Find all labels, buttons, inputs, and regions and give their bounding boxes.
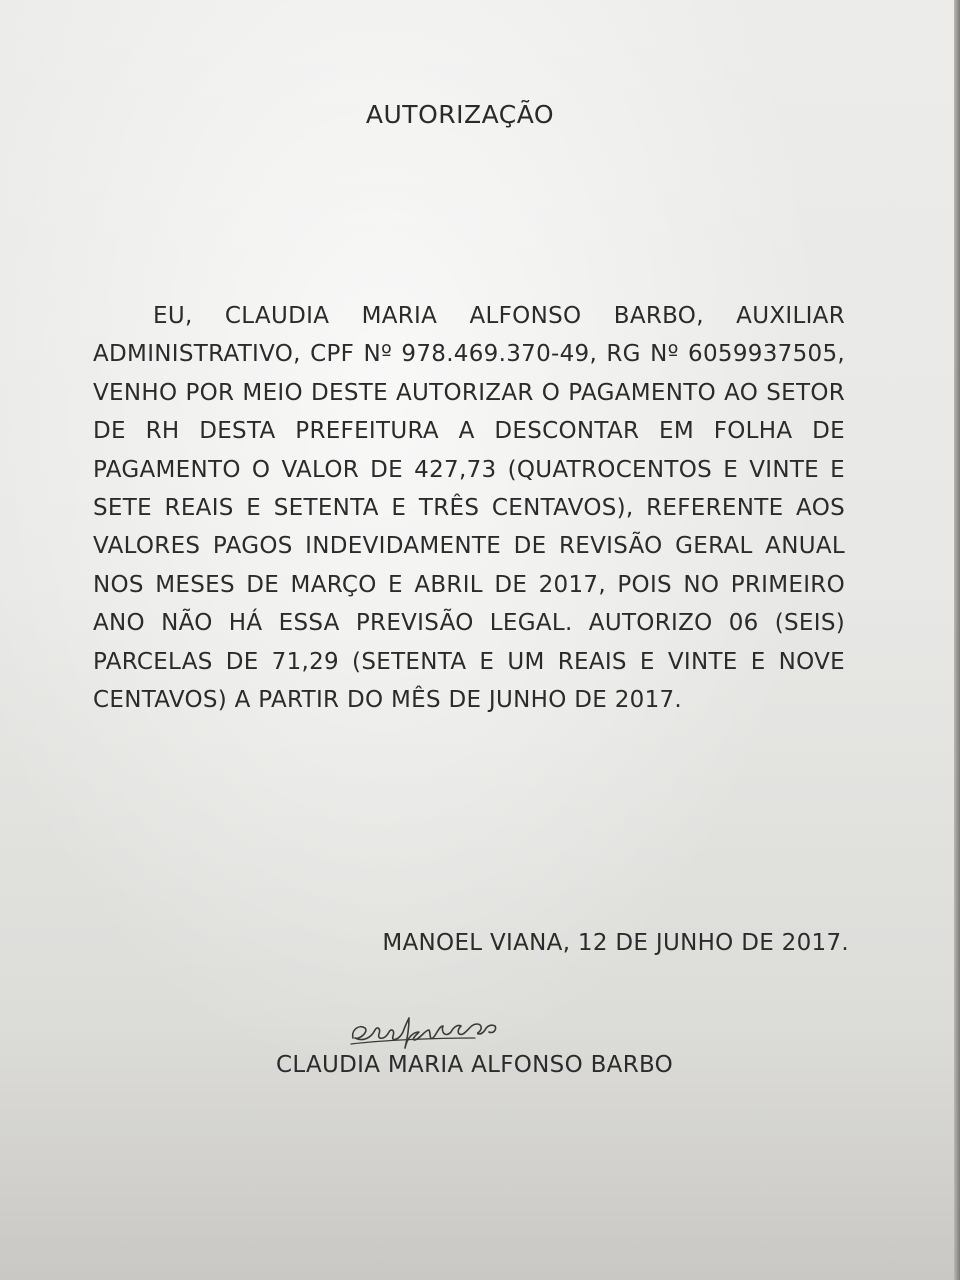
document-body: EU, CLAUDIA MARIA ALFONSO BARBO, AUXILIAR ADMINISTRATIVO, CPF Nº 978.469.370-49, RG Nº 6059937505, VENHO POR MEIO DESTE AUTORIZAR O PAGAMENTO AO SETOR DE RH DESTA PREFEITURA A DESCONTAR EM FOLHA DE PAGAMENTO O VALOR DE 427,73 (QUATROCENTOS E VINTE E SETE REAIS E SETENTA E TRÊS CENTAVOS), REFERENTE AOS VALORES PAGOS INDEVIDAMENTE DE REVISÃO GERAL ANUAL NOS MESES DE MARÇO E ABRIL DE 2017, POIS NO PRIMEIRO ANO NÃO HÁ ESSA PREVISÃO LEGAL. AUTORIZO 06 (SEIS) PARCELAS DE 71,29 (SETENTA E UM REAIS E VINTE E NOVE CENTAVOS) A PARTIR DO MÊS DE JUNHO DE 2017.: [93, 303, 845, 714]
document-title: AUTORIZAÇÃO: [365, 100, 555, 129]
table-edge: [954, 0, 960, 1280]
signer-name: CLAUDIA MARIA ALFONSO BARBO: [276, 1052, 674, 1078]
handwritten-signature: [345, 1008, 505, 1054]
place-and-date: MANOEL VIANA, 12 DE JUNHO DE 2017.: [382, 930, 849, 956]
